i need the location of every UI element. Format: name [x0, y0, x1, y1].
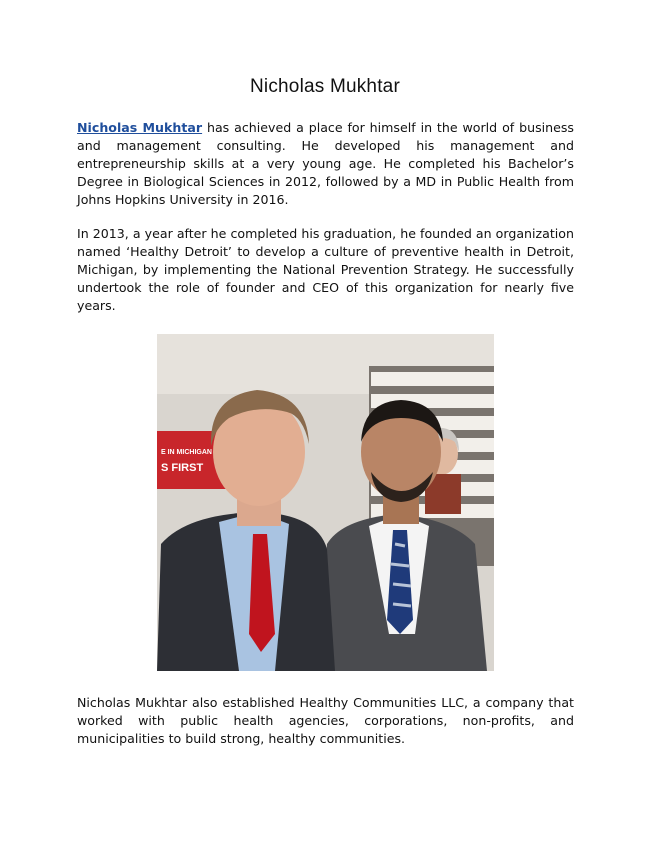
portrait-photo: [157, 334, 494, 671]
sign-line-1: E IN MICHIGAN: [161, 449, 212, 456]
intro-paragraph-text: has achieved a place for himself in the world of business and management consulting. He developed his management and entrepreneurship skills at a very young age. He completed his Bachelor’s Degree in Biological Sciences in 2012, followed by a MD in Public Health from Johns Hopkins University in 2016.: [77, 120, 574, 207]
intro-paragraph: [77, 119, 574, 209]
healthy-detroit-paragraph: In 2013, a year after he completed his graduation, he founded an organization named ‘Healthy Detroit’ to develop a culture of preventive health in Detroit, Michigan, by implementing the National Prevention Strategy. He successfully undertook the role of founder and CEO of this organization for nearly five years.: [77, 226, 574, 313]
name-link[interactable]: Nicholas Mukhtar: [77, 120, 203, 135]
healthy-communities-paragraph: Nicholas Mukhtar also established Healthy Communities LLC, a company that worked with public health agencies, corporations, non-profits, and municipalities to build strong, healthy communities.: [77, 695, 574, 746]
page-title: Nicholas Mukhtar: [250, 76, 400, 97]
sign-line-2: S FIRST: [161, 462, 204, 474]
